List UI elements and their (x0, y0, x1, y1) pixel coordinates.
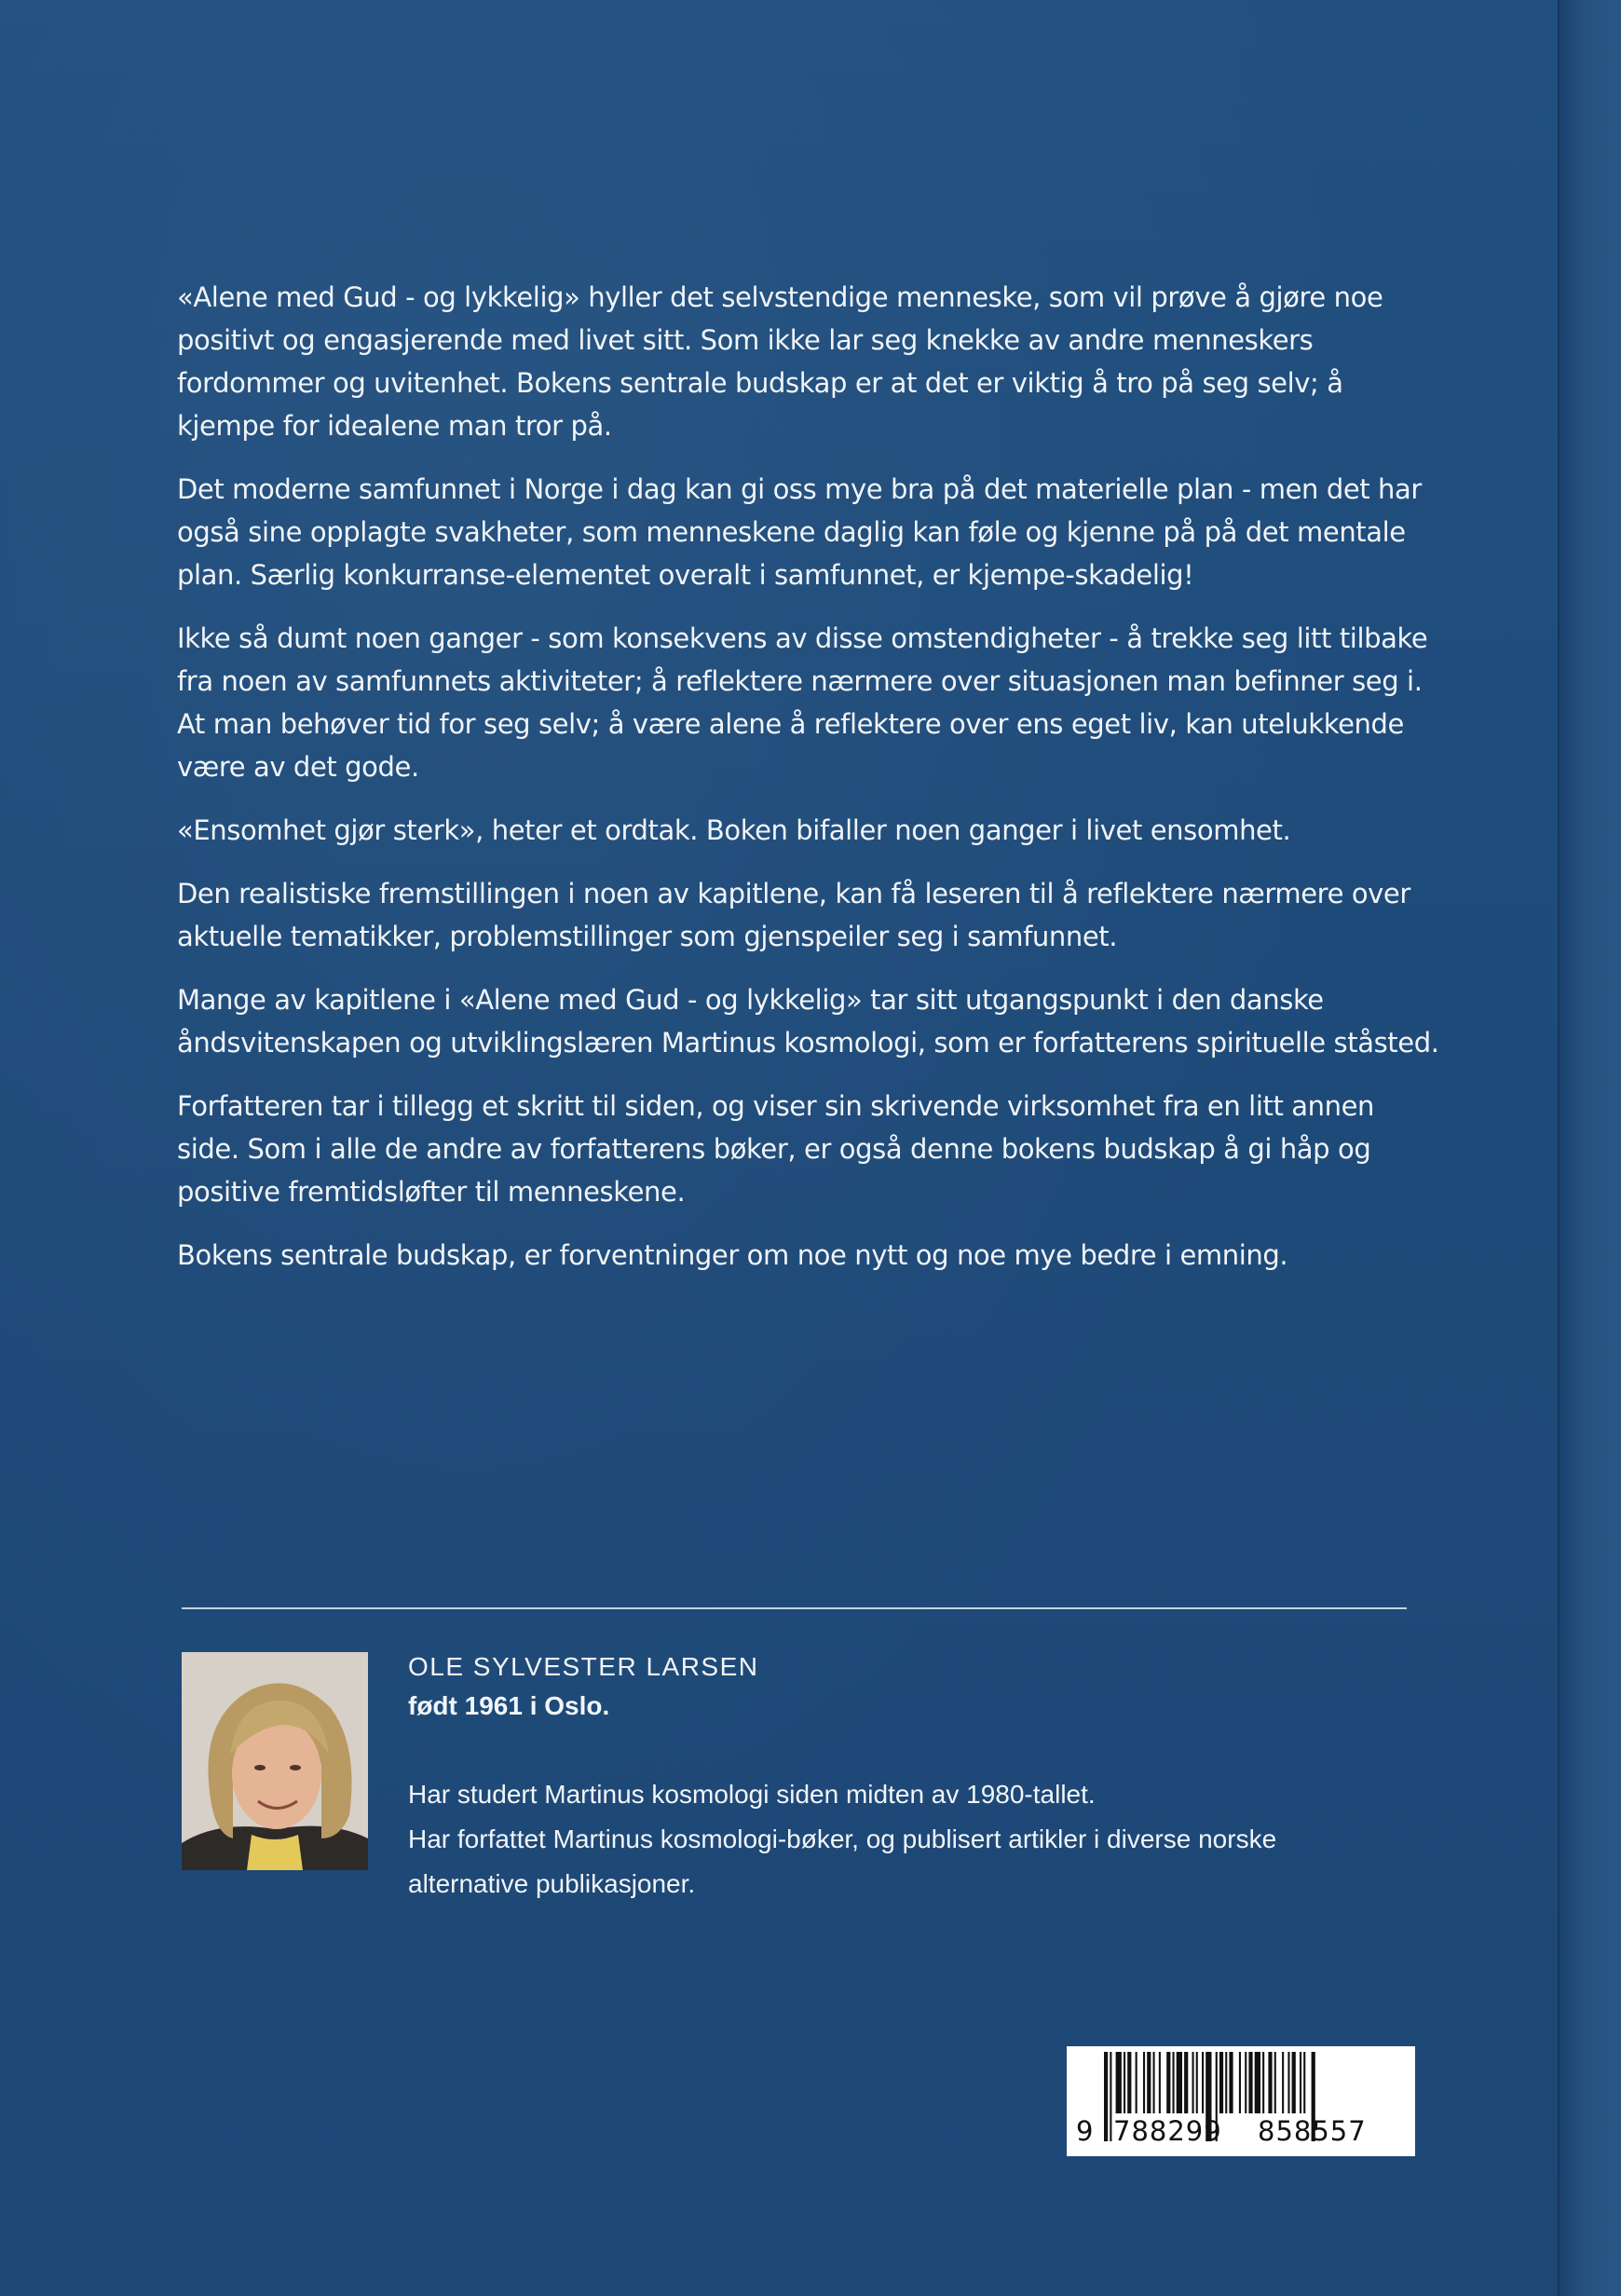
author-info (408, 1647, 1414, 1906)
barcode-bar (1287, 2052, 1289, 2113)
author-name: OLE SYLVESTER LARSEN (408, 1652, 759, 1681)
isbn-right-group: 858557 (1258, 2115, 1367, 2147)
blurb-paragraph-4: «Ensomhet gjør sterk», heter et ordtak. Boken bifaller noen ganger i livet ensomhet. (177, 814, 1291, 846)
barcode-bar (1177, 2052, 1182, 2113)
barcode-bar (1127, 2052, 1131, 2113)
blurb-paragraph-7: Forfatteren tar i tillegg et skritt til siden, og viser sin skrivende virksomhet fra en litt annen side. Som i alle de andre av forfatterens bøker, er også denne bokens budskap å gi håp og positive fremtidsløfter til menneskene. (177, 1090, 1375, 1208)
blurb-text (177, 276, 1444, 1297)
blurb-paragraph-8: Bokens sentrale budskap, er forventninger om noe nytt og noe mye bedre i emning. (177, 1239, 1288, 1271)
barcode-bar (1225, 2052, 1227, 2113)
blurb-paragraph-1: «Alene med Gud - og lykkelig» hyller det selvstendige menneske, som vil prøve å gjøre noe positivt og engasjerende med livet sitt. Som ikke lar seg knekke av andre menneskers fordommer og uvitenhet. Bokens sentrale budskap er at det er viktig å tro på seg selv; å kjempe for idealene man tror på. (177, 281, 1383, 442)
barcode-bar (1303, 2052, 1305, 2113)
author-bio-line-2: Har forfattet Martinus kosmologi-bøker, og publisert artikler i diverse norske (408, 1824, 1277, 1853)
barcode-bar (1239, 2052, 1241, 2113)
author-portrait-illustration (182, 1652, 368, 1870)
divider-line (182, 1607, 1407, 1609)
isbn-barcode (1067, 2046, 1415, 2156)
barcode-bar (1184, 2052, 1188, 2113)
barcode-bar (1245, 2052, 1246, 2113)
isbn-first-digit: 9 (1076, 2115, 1094, 2147)
blurb-paragraph-5: Den realistiske fremstillingen i noen av kapitlene, kan få leseren til å reflektere nærmere over aktuelle tematikker, problemstillinger som gjenspeiler seg i samfunnet. (177, 878, 1410, 952)
author-bio-line-1: Har studert Martinus kosmologi siden midten av 1980-tallet. (408, 1780, 1096, 1809)
blurb-paragraph-2: Det moderne samfunnet i Norge i dag kan gi oss mye bra på det materielle plan - men det har også sine opplagte svakheter, som menneskene daglig kan føle og kjenne på på det mentale plan. Særlig konkurranse-elementet overalt i samfunnet, er kjempe-skadelig! (177, 473, 1422, 591)
barcode-bar (1147, 2052, 1151, 2113)
barcode-bar (1292, 2052, 1296, 2113)
barcode-bar (1219, 2052, 1223, 2113)
barcode-bar (1143, 2052, 1145, 2113)
isbn-number (1067, 2115, 1415, 2152)
barcode-bar (1196, 2052, 1198, 2113)
author-bio-line-3: alternative publikasjoner. (408, 1869, 696, 1898)
blurb-paragraph-3: Ikke så dumt noen ganger - som konsekvens av disse omstendigheter - å trekke seg litt tilbake fra noen av samfunnets aktiviteter; å reflektere nærmere over situasjonen man befinner seg i. At man behøver tid for seg selv; å være alene å reflektere over ens eget liv, kan utelukkende være av det gode. (177, 622, 1428, 783)
barcode-bar (1124, 2052, 1125, 2113)
author-bio (408, 1772, 1414, 1906)
barcode-bar (1229, 2052, 1233, 2113)
barcode-bar (1300, 2052, 1301, 2113)
barcode-bar (1159, 2052, 1161, 2113)
barcode-bar (1274, 2052, 1276, 2113)
barcode-bar (1166, 2052, 1170, 2113)
barcode-bar (1202, 2052, 1204, 2113)
author-photo (182, 1652, 368, 1870)
isbn-left-group: 788299 (1113, 2115, 1222, 2147)
barcode-bar (1116, 2052, 1122, 2113)
book-edge (1558, 0, 1621, 2296)
barcode-bar (1262, 2052, 1264, 2113)
barcode-bar (1136, 2052, 1137, 2113)
barcode-bar (1192, 2052, 1194, 2113)
barcode-bar (1153, 2052, 1155, 2113)
blurb-paragraph-6: Mange av kapitlene i «Alene med Gud - og lykkelig» tar sitt utgangspunkt i den danske åndsvitenskapen og utviklingslæren Martinus kosmologi, som er forfatterens spirituelle ståsted. (177, 984, 1439, 1059)
barcode-bar (1248, 2052, 1252, 2113)
barcode-bar (1268, 2052, 1272, 2113)
author-birth: født 1961 i Oslo. (408, 1691, 610, 1720)
barcode-bar (1173, 2052, 1175, 2113)
barcode-bar (1255, 2052, 1260, 2113)
barcode-bar (1282, 2052, 1284, 2113)
